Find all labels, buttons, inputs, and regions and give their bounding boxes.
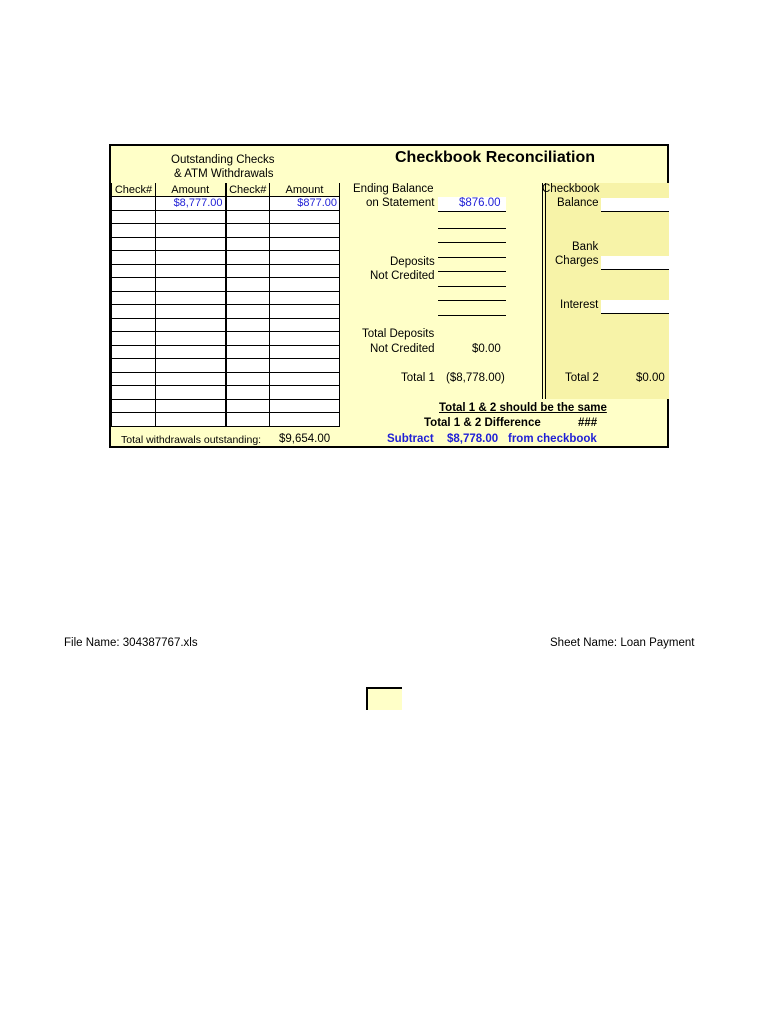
check-cell[interactable] <box>112 251 156 265</box>
table-row <box>112 345 340 359</box>
col-header-check2: Check# <box>226 183 270 197</box>
table-row <box>112 278 340 292</box>
table-row <box>112 264 340 278</box>
table-row <box>112 210 340 224</box>
check-cell[interactable] <box>226 197 270 211</box>
check-cell[interactable] <box>112 264 156 278</box>
divider-line <box>545 183 546 399</box>
amount-cell[interactable] <box>156 345 226 359</box>
check-cell[interactable] <box>226 278 270 292</box>
amount-cell[interactable] <box>156 210 226 224</box>
amount-cell[interactable] <box>270 413 340 427</box>
should-be-same-note: Total 1 & 2 should be the same <box>439 402 607 414</box>
interest-input[interactable] <box>601 300 669 314</box>
amount-cell[interactable] <box>156 372 226 386</box>
col-header-check1: Check# <box>112 183 156 197</box>
outstanding-heading-line2: & ATM Withdrawals <box>174 168 274 180</box>
check-cell[interactable] <box>112 305 156 319</box>
amount-cell[interactable] <box>270 386 340 400</box>
table-row <box>112 399 340 413</box>
check-cell[interactable] <box>226 372 270 386</box>
table-row <box>112 305 340 319</box>
col-header-amount2: Amount <box>270 183 340 197</box>
check-cell[interactable] <box>112 278 156 292</box>
amount-cell[interactable] <box>270 210 340 224</box>
check-cell[interactable] <box>112 386 156 400</box>
amount-cell[interactable] <box>270 237 340 251</box>
amount-cell[interactable] <box>270 251 340 265</box>
table-row <box>112 332 340 346</box>
total2-label: Total 2 <box>565 372 599 384</box>
sheet-name: Sheet Name: Loan Payment <box>550 637 695 649</box>
deposit-line[interactable] <box>438 315 506 316</box>
checkbook-panel <box>544 183 669 399</box>
deposit-line[interactable] <box>438 271 506 272</box>
subtract-value: $8,778.00 <box>447 433 499 445</box>
check-cell[interactable] <box>112 399 156 413</box>
table-row <box>112 237 340 251</box>
check-cell[interactable] <box>112 210 156 224</box>
checkbook-balance-input[interactable] <box>601 198 669 212</box>
amount-cell[interactable] <box>156 305 226 319</box>
amount-cell[interactable] <box>156 318 226 332</box>
amount-cell[interactable] <box>270 345 340 359</box>
ending-balance-value: $876.00 <box>459 197 501 209</box>
amount-cell[interactable] <box>156 224 226 238</box>
total-withdrawals-value: $9,654.00 <box>279 433 331 445</box>
divider-line <box>542 183 543 399</box>
check-cell[interactable] <box>226 413 270 427</box>
subtract-label: Subtract <box>387 433 434 445</box>
total-deposits-label-line2: Not Credited <box>370 343 435 355</box>
outstanding-heading-line1: Outstanding Checks <box>171 154 275 166</box>
check-cell[interactable] <box>226 318 270 332</box>
total-deposits-value: $0.00 <box>472 343 501 355</box>
check-cell[interactable] <box>226 332 270 346</box>
amount-cell[interactable] <box>270 291 340 305</box>
selected-cell[interactable] <box>366 687 402 710</box>
ending-balance-label-line1: Ending Balance <box>353 183 434 195</box>
amount-cell[interactable] <box>156 413 226 427</box>
amount-cell[interactable] <box>270 318 340 332</box>
check-cell[interactable] <box>112 197 156 211</box>
table-row <box>112 197 340 211</box>
deposit-line[interactable] <box>438 286 506 287</box>
amount-cell[interactable] <box>270 399 340 413</box>
outstanding-checks-table <box>111 183 340 427</box>
checkbook-balance-label-line2: Balance <box>557 197 599 209</box>
total1-label: Total 1 <box>401 372 435 384</box>
check-cell[interactable] <box>112 359 156 373</box>
amount-cell[interactable] <box>156 251 226 265</box>
sheet-title: Checkbook Reconciliation <box>395 149 596 166</box>
amount-cell[interactable] <box>156 264 226 278</box>
total1-value: ($8,778.00) <box>446 372 505 384</box>
amount-cell[interactable] <box>270 359 340 373</box>
check-cell[interactable] <box>112 291 156 305</box>
table-row <box>112 386 340 400</box>
interest-label: Interest <box>560 299 599 311</box>
check-cell[interactable] <box>226 264 270 278</box>
check-cell[interactable] <box>112 318 156 332</box>
total2-value: $0.00 <box>636 372 665 384</box>
deposits-label-line2: Not Credited <box>370 270 435 282</box>
total-withdrawals-label: Total withdrawals outstanding: <box>121 434 262 446</box>
amount-cell[interactable] <box>270 332 340 346</box>
col-header-amount1: Amount <box>156 183 226 197</box>
difference-value: ### <box>578 417 598 429</box>
check-cell[interactable] <box>112 237 156 251</box>
amount-cell[interactable] <box>156 399 226 413</box>
check-cell[interactable] <box>112 345 156 359</box>
check-cell[interactable] <box>112 413 156 427</box>
check-cell[interactable] <box>226 386 270 400</box>
total-deposits-label-line1: Total Deposits <box>362 328 435 340</box>
file-name: File Name: 304387767.xls <box>64 637 198 649</box>
amount-cell[interactable] <box>156 291 226 305</box>
amount-cell[interactable] <box>156 359 226 373</box>
check-cell[interactable] <box>226 399 270 413</box>
amount-cell[interactable] <box>156 386 226 400</box>
table-row <box>112 224 340 238</box>
check-cell[interactable] <box>226 210 270 224</box>
amount-cell[interactable] <box>270 264 340 278</box>
amount-cell[interactable] <box>270 224 340 238</box>
check-cell[interactable] <box>112 224 156 238</box>
check-cell[interactable] <box>226 305 270 319</box>
check-cell[interactable] <box>226 359 270 373</box>
check-cell[interactable] <box>112 332 156 346</box>
deposit-line[interactable] <box>438 300 506 301</box>
table-header-row <box>112 183 340 197</box>
amount-cell[interactable] <box>156 278 226 292</box>
check-cell[interactable] <box>226 224 270 238</box>
check-cell[interactable] <box>112 372 156 386</box>
ending-balance-label-line2: on Statement <box>366 197 435 209</box>
amount-cell[interactable]: $877.00 <box>270 197 340 211</box>
amount-cell[interactable] <box>270 278 340 292</box>
table-row <box>112 359 340 373</box>
amount-cell[interactable] <box>156 237 226 251</box>
deposit-line[interactable] <box>438 242 506 243</box>
deposit-line[interactable] <box>438 257 506 258</box>
table-row <box>112 372 340 386</box>
bank-charges-label-line2: Charges <box>555 255 599 267</box>
checkbook-balance-label-line1: Checkbook <box>542 183 600 195</box>
table-row <box>112 251 340 265</box>
check-cell[interactable] <box>226 345 270 359</box>
amount-cell[interactable]: $8,777.00 <box>156 197 226 211</box>
check-cell[interactable] <box>226 291 270 305</box>
table-row <box>112 318 340 332</box>
amount-cell[interactable] <box>270 305 340 319</box>
subtract-suffix: from checkbook <box>508 433 597 445</box>
check-cell[interactable] <box>226 237 270 251</box>
table-row <box>112 291 340 305</box>
difference-label: Total 1 & 2 Difference <box>424 417 541 429</box>
amount-cell[interactable] <box>270 372 340 386</box>
bank-charges-label-line1: Bank <box>572 241 599 253</box>
amount-cell[interactable] <box>156 332 226 346</box>
table-row <box>112 413 340 427</box>
check-cell[interactable] <box>226 251 270 265</box>
reconciliation-sheet <box>109 144 669 448</box>
bank-charges-input[interactable] <box>601 256 669 270</box>
deposit-line[interactable] <box>438 228 506 229</box>
deposits-label-line1: Deposits <box>390 256 435 268</box>
